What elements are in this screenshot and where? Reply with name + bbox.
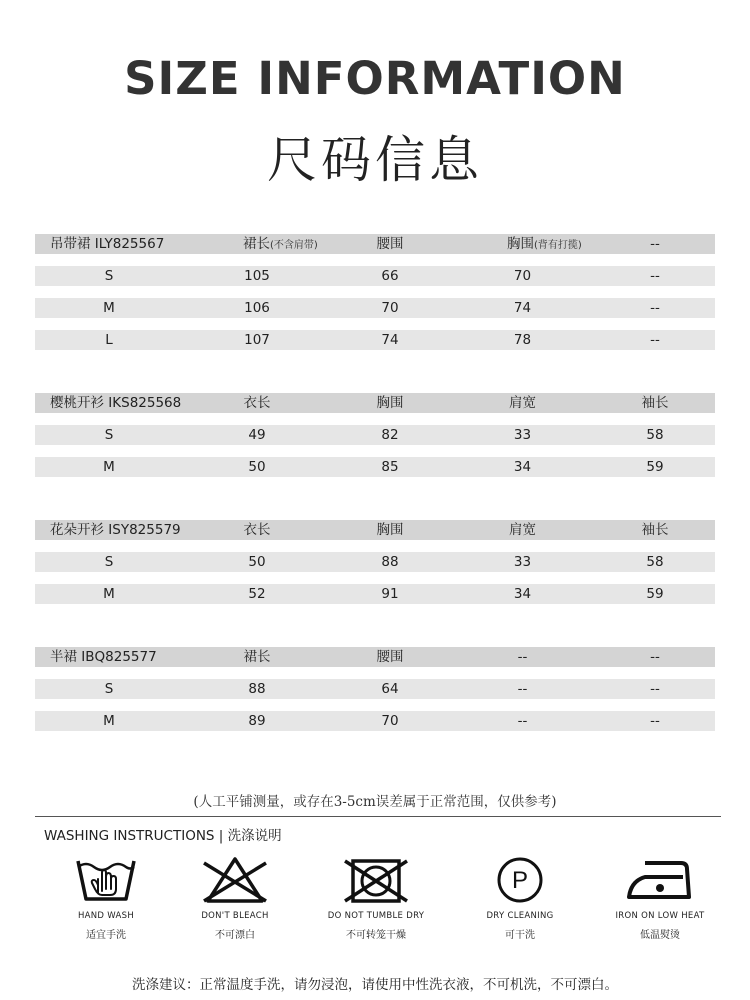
washing-item [165, 855, 305, 941]
value-cell: 78 [513, 332, 532, 348]
wash-label-en: HAND WASH [77, 911, 135, 921]
size-cell: L [105, 332, 113, 348]
header-cell: -- [517, 649, 528, 665]
header-cell: 裙长(不含肩带) [243, 236, 318, 252]
no-bleach-icon [200, 855, 270, 905]
header-cell: 袖长 [641, 522, 669, 538]
value-cell: -- [650, 300, 660, 316]
value-cell: 59 [646, 586, 664, 602]
washing-item [36, 855, 176, 941]
header-cell: 衣长 [243, 522, 271, 538]
wash-label-en: IRON ON LOW HEAT [615, 911, 705, 921]
value-cell: 50 [248, 459, 266, 475]
header-note: (不含肩带) [270, 240, 318, 251]
value-cell: -- [650, 681, 660, 697]
value-cell: 70 [513, 268, 532, 284]
size-cell: M [103, 300, 115, 316]
value-cell: -- [517, 713, 528, 729]
size-cell: S [104, 554, 114, 570]
page-subtitle: 尺码信息 [267, 131, 483, 189]
value-cell: 70 [381, 300, 399, 316]
product-name: 吊带裙 ILY825567 [50, 236, 165, 252]
wash-label-cn: 不可漂白 [215, 930, 255, 941]
value-cell: 52 [248, 586, 266, 602]
value-cell: 49 [248, 427, 266, 443]
value-cell: 70 [381, 713, 399, 729]
value-cell: 66 [381, 268, 399, 284]
header-cell: 胸围(背有打揽) [507, 236, 582, 252]
size-cell: M [103, 586, 115, 602]
wash-label-en: DO NOT TUMBLE DRY [327, 911, 425, 921]
header-cell: 肩宽 [509, 522, 536, 538]
value-cell: 91 [381, 586, 399, 602]
value-cell: 34 [513, 459, 532, 475]
washing-title: WASHING INSTRUCTIONS | 洗涤说明 [44, 828, 282, 844]
size-cell: S [104, 268, 114, 284]
value-cell: -- [650, 268, 660, 284]
value-cell: 33 [513, 554, 532, 570]
wash-label-cn: 低温熨烫 [640, 930, 680, 941]
value-cell: 59 [646, 459, 664, 475]
header-cell: 袖长 [641, 395, 669, 411]
hand-wash-icon [74, 855, 138, 905]
header-cell: -- [650, 649, 660, 665]
value-cell: 88 [381, 554, 399, 570]
size-cell: S [104, 427, 114, 443]
divider [35, 816, 721, 817]
value-cell: 89 [248, 713, 266, 729]
product-name: 花朵开衫 ISY825579 [50, 522, 181, 538]
wash-label-cn: 不可转笼干燥 [346, 930, 406, 941]
wash-label-en: DRY CLEANING [486, 911, 554, 921]
header-cell: 腰围 [376, 236, 404, 252]
table-row [35, 330, 715, 350]
wash-label-cn: 适宜手洗 [86, 930, 126, 941]
no-tumble-dry-icon [341, 855, 411, 905]
size-tables [35, 234, 715, 743]
washing-icons [0, 855, 750, 965]
washing-item [590, 855, 730, 941]
table-row [35, 711, 715, 731]
svg-text:P: P [511, 867, 529, 894]
header-cell: 胸围 [376, 395, 404, 411]
value-cell: 82 [381, 427, 399, 443]
value-cell: 34 [513, 586, 532, 602]
product-name: 樱桃开衫 IKS825568 [50, 395, 182, 411]
table-row [35, 584, 715, 604]
value-cell: 58 [646, 427, 664, 443]
header-cell: 腰围 [376, 649, 404, 665]
table-header [35, 393, 715, 413]
value-cell: -- [517, 681, 528, 697]
product-name: 半裙 IBQ825577 [50, 649, 157, 665]
size-cell: M [103, 459, 115, 475]
header-cell: 衣长 [243, 395, 271, 411]
measurement-note: (人工平铺测量，或存在3-5cm误差属于正常范围，仅供参考) [193, 794, 557, 810]
table-row [35, 679, 715, 699]
size-cell: M [103, 713, 115, 729]
wash-label-en: DON'T BLEACH [201, 911, 269, 921]
value-cell: 33 [513, 427, 532, 443]
table-header [35, 520, 715, 540]
header-cell: -- [650, 236, 660, 252]
table-header [35, 647, 715, 667]
table-row [35, 457, 715, 477]
value-cell: 74 [381, 332, 399, 348]
value-cell: 106 [244, 300, 270, 316]
size-table-flower-cardigan [35, 520, 715, 604]
header-note: (背有打揽) [534, 240, 582, 251]
header-cell: 裙长 [243, 649, 271, 665]
washing-advice: 洗涤建议：正常温度手洗，请勿浸泡，请使用中性洗衣液，不可机洗，不可漂白。 [132, 977, 618, 993]
size-table-dress [35, 234, 715, 350]
value-cell: 107 [244, 332, 270, 348]
table-header [35, 234, 715, 254]
washing-item [306, 855, 446, 941]
value-cell: 50 [248, 554, 266, 570]
value-cell: -- [650, 713, 660, 729]
page-title: SIZE INFORMATION [124, 52, 626, 105]
value-cell: 58 [646, 554, 664, 570]
value-cell: 85 [381, 459, 399, 475]
value-cell: 74 [513, 300, 532, 316]
value-cell: 64 [381, 681, 399, 697]
table-row [35, 266, 715, 286]
size-cell: S [104, 681, 114, 697]
value-cell: -- [650, 332, 660, 348]
size-table-skirt [35, 647, 715, 731]
table-row [35, 425, 715, 445]
value-cell: 105 [244, 268, 270, 284]
size-table-cherry-cardigan [35, 393, 715, 477]
dry-clean-icon [490, 855, 550, 905]
washing-item [450, 855, 590, 941]
table-row [35, 552, 715, 572]
wash-label-cn: 可干洗 [505, 930, 535, 941]
header-cell: 肩宽 [509, 395, 536, 411]
iron-low-icon [625, 855, 695, 905]
table-row [35, 298, 715, 318]
header-cell: 胸围 [376, 522, 404, 538]
value-cell: 88 [248, 681, 266, 697]
